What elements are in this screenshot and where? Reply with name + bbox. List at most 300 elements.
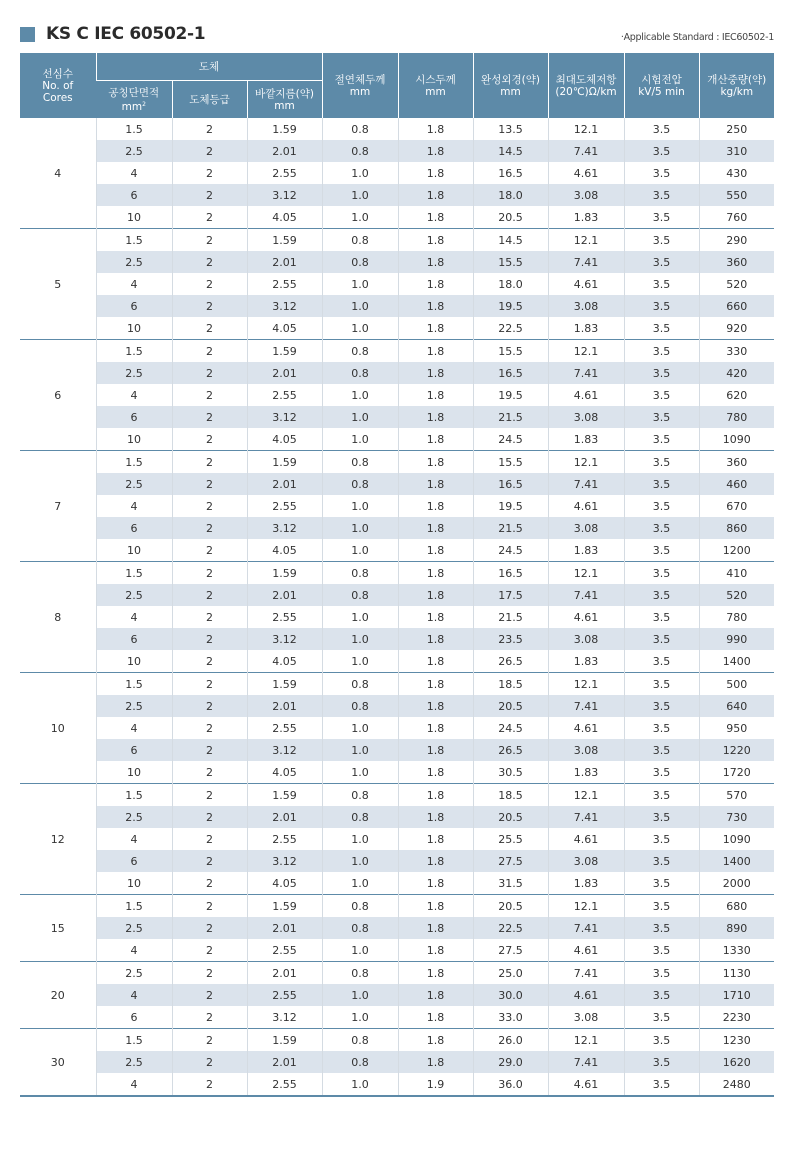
resistance-cell: 7.41 [548, 695, 624, 717]
conductor-class-cell: 2 [172, 317, 247, 340]
test-voltage-cell: 3.5 [624, 1051, 699, 1073]
table-row [20, 118, 774, 140]
test-voltage-cell: 3.5 [624, 118, 699, 140]
insulation-cell: 1.0 [322, 184, 398, 206]
outer-diameter-cell: 2.55 [247, 606, 322, 628]
overall-diameter-cell: 24.5 [473, 539, 548, 562]
test-voltage-cell: 3.5 [624, 539, 699, 562]
overall-diameter-cell: 14.5 [473, 140, 548, 162]
test-voltage-cell: 3.5 [624, 584, 699, 606]
weight-cell: 780 [699, 406, 774, 428]
table-row [20, 1029, 774, 1052]
conductor-class-cell: 2 [172, 784, 247, 807]
test-voltage-cell: 3.5 [624, 251, 699, 273]
table-row [20, 939, 774, 962]
outer-diameter-cell: 2.55 [247, 495, 322, 517]
test-voltage-cell: 3.5 [624, 1073, 699, 1096]
table-row [20, 362, 774, 384]
insulation-cell: 0.8 [322, 895, 398, 918]
resistance-cell: 3.08 [548, 628, 624, 650]
weight-cell: 920 [699, 317, 774, 340]
nominal-area-cell: 4 [96, 828, 172, 850]
outer-diameter-cell: 4.05 [247, 650, 322, 673]
resistance-cell: 1.83 [548, 428, 624, 451]
sheath-cell: 1.8 [398, 784, 473, 807]
table-row [20, 984, 774, 1006]
nominal-area-cell: 10 [96, 650, 172, 673]
header-od-kr: 바깥지름(약) [255, 87, 314, 100]
conductor-class-cell: 2 [172, 673, 247, 696]
weight-cell: 1090 [699, 428, 774, 451]
sheath-cell: 1.8 [398, 517, 473, 539]
header-cores-en2: Cores [42, 91, 73, 104]
sheath-cell: 1.8 [398, 650, 473, 673]
sheath-cell: 1.8 [398, 562, 473, 585]
outer-diameter-cell: 4.05 [247, 539, 322, 562]
weight-cell: 780 [699, 606, 774, 628]
header-voltage-kr: 시험전압 [641, 73, 682, 86]
table-row [20, 895, 774, 918]
resistance-cell: 12.1 [548, 562, 624, 585]
outer-diameter-cell: 3.12 [247, 517, 322, 539]
conductor-class-cell: 2 [172, 650, 247, 673]
overall-diameter-cell: 16.5 [473, 362, 548, 384]
resistance-cell: 7.41 [548, 1051, 624, 1073]
weight-cell: 640 [699, 695, 774, 717]
test-voltage-cell: 3.5 [624, 362, 699, 384]
test-voltage-cell: 3.5 [624, 140, 699, 162]
outer-diameter-cell: 2.55 [247, 984, 322, 1006]
conductor-class-cell: 2 [172, 206, 247, 229]
nominal-area-cell: 1.5 [96, 562, 172, 585]
weight-cell: 1200 [699, 539, 774, 562]
insulation-cell: 1.0 [322, 850, 398, 872]
header-cores [20, 53, 96, 118]
insulation-cell: 1.0 [322, 406, 398, 428]
conductor-class-cell: 2 [172, 495, 247, 517]
header-outer-diameter [247, 81, 322, 119]
conductor-class-cell: 2 [172, 872, 247, 895]
nominal-area-cell: 6 [96, 850, 172, 872]
sheath-cell: 1.8 [398, 828, 473, 850]
overall-diameter-cell: 18.5 [473, 784, 548, 807]
table-row [20, 806, 774, 828]
nominal-area-cell: 1.5 [96, 895, 172, 918]
weight-cell: 1090 [699, 828, 774, 850]
weight-cell: 890 [699, 917, 774, 939]
sheath-cell: 1.8 [398, 850, 473, 872]
outer-diameter-cell: 4.05 [247, 317, 322, 340]
test-voltage-cell: 3.5 [624, 384, 699, 406]
insulation-cell: 1.0 [322, 495, 398, 517]
resistance-cell: 12.1 [548, 784, 624, 807]
table-row [20, 295, 774, 317]
weight-cell: 360 [699, 251, 774, 273]
sheath-cell: 1.8 [398, 761, 473, 784]
insulation-cell: 1.0 [322, 1073, 398, 1096]
nominal-area-cell: 1.5 [96, 673, 172, 696]
insulation-cell: 0.8 [322, 118, 398, 140]
outer-diameter-cell: 1.59 [247, 340, 322, 363]
insulation-cell: 1.0 [322, 517, 398, 539]
cores-cell: 10 [20, 673, 96, 784]
nominal-area-cell: 2.5 [96, 473, 172, 495]
header-overall-unit: mm [500, 85, 521, 98]
weight-cell: 950 [699, 717, 774, 739]
outer-diameter-cell: 1.59 [247, 895, 322, 918]
weight-cell: 620 [699, 384, 774, 406]
nominal-area-cell: 10 [96, 428, 172, 451]
resistance-cell: 1.83 [548, 317, 624, 340]
overall-diameter-cell: 18.0 [473, 273, 548, 295]
header-area-sup: 2 [142, 100, 146, 108]
table-row [20, 184, 774, 206]
insulation-cell: 1.0 [322, 295, 398, 317]
table-row [20, 495, 774, 517]
insulation-cell: 1.0 [322, 984, 398, 1006]
outer-diameter-cell: 4.05 [247, 206, 322, 229]
table-row [20, 828, 774, 850]
nominal-area-cell: 4 [96, 495, 172, 517]
table-row [20, 384, 774, 406]
nominal-area-cell: 2.5 [96, 806, 172, 828]
conductor-class-cell: 2 [172, 362, 247, 384]
table-row [20, 451, 774, 474]
nominal-area-cell: 10 [96, 872, 172, 895]
outer-diameter-cell: 2.01 [247, 806, 322, 828]
table-row [20, 251, 774, 273]
outer-diameter-cell: 3.12 [247, 184, 322, 206]
conductor-class-cell: 2 [172, 428, 247, 451]
test-voltage-cell: 3.5 [624, 295, 699, 317]
sheath-cell: 1.8 [398, 428, 473, 451]
outer-diameter-cell: 3.12 [247, 406, 322, 428]
table-row [20, 872, 774, 895]
outer-diameter-cell: 2.01 [247, 962, 322, 985]
conductor-class-cell: 2 [172, 606, 247, 628]
weight-cell: 760 [699, 206, 774, 229]
header-test-voltage [624, 53, 699, 118]
test-voltage-cell: 3.5 [624, 229, 699, 252]
test-voltage-cell: 3.5 [624, 1006, 699, 1029]
header-voltage-unit: kV/5 min [638, 85, 685, 98]
weight-cell: 520 [699, 273, 774, 295]
test-voltage-cell: 3.5 [624, 806, 699, 828]
weight-cell: 360 [699, 451, 774, 474]
conductor-class-cell: 2 [172, 739, 247, 761]
outer-diameter-cell: 3.12 [247, 1006, 322, 1029]
resistance-cell: 1.83 [548, 206, 624, 229]
nominal-area-cell: 4 [96, 384, 172, 406]
outer-diameter-cell: 4.05 [247, 428, 322, 451]
table-row [20, 673, 774, 696]
header-area-kr: 공칭단면적 [108, 86, 160, 99]
outer-diameter-cell: 1.59 [247, 562, 322, 585]
sheath-cell: 1.8 [398, 895, 473, 918]
overall-diameter-cell: 16.5 [473, 162, 548, 184]
nominal-area-cell: 2.5 [96, 917, 172, 939]
insulation-cell: 1.0 [322, 761, 398, 784]
weight-cell: 520 [699, 584, 774, 606]
insulation-cell: 0.8 [322, 451, 398, 474]
test-voltage-cell: 3.5 [624, 984, 699, 1006]
insulation-cell: 0.8 [322, 140, 398, 162]
test-voltage-cell: 3.5 [624, 784, 699, 807]
nominal-area-cell: 10 [96, 539, 172, 562]
test-voltage-cell: 3.5 [624, 340, 699, 363]
insulation-cell: 0.8 [322, 784, 398, 807]
resistance-cell: 1.83 [548, 539, 624, 562]
applicable-standard: ·Applicable Standard : IEC60502-1 [620, 32, 774, 43]
weight-cell: 670 [699, 495, 774, 517]
table-row [20, 606, 774, 628]
sheath-cell: 1.8 [398, 273, 473, 295]
resistance-cell: 3.08 [548, 517, 624, 539]
cores-cell: 30 [20, 1029, 96, 1097]
cores-cell: 7 [20, 451, 96, 562]
insulation-cell: 1.0 [322, 650, 398, 673]
header-sheath [398, 53, 473, 118]
header-sheath-kr: 시스두께 [415, 73, 456, 86]
nominal-area-cell: 1.5 [96, 340, 172, 363]
outer-diameter-cell: 2.01 [247, 140, 322, 162]
resistance-cell: 7.41 [548, 806, 624, 828]
conductor-class-cell: 2 [172, 584, 247, 606]
header-weight-unit: kg/km [720, 85, 754, 98]
sheath-cell: 1.8 [398, 1051, 473, 1073]
nominal-area-cell: 4 [96, 606, 172, 628]
overall-diameter-cell: 19.5 [473, 495, 548, 517]
overall-diameter-cell: 13.5 [473, 118, 548, 140]
test-voltage-cell: 3.5 [624, 184, 699, 206]
test-voltage-cell: 3.5 [624, 473, 699, 495]
sheath-cell: 1.8 [398, 584, 473, 606]
resistance-cell: 3.08 [548, 406, 624, 428]
resistance-cell: 1.83 [548, 650, 624, 673]
weight-cell: 1130 [699, 962, 774, 985]
table-row [20, 317, 774, 340]
nominal-area-cell: 6 [96, 406, 172, 428]
weight-cell: 330 [699, 340, 774, 363]
insulation-cell: 0.8 [322, 962, 398, 985]
resistance-cell: 4.61 [548, 717, 624, 739]
resistance-cell: 1.83 [548, 872, 624, 895]
sheath-cell: 1.8 [398, 118, 473, 140]
test-voltage-cell: 3.5 [624, 850, 699, 872]
nominal-area-cell: 4 [96, 984, 172, 1006]
conductor-class-cell: 2 [172, 850, 247, 872]
header-nominal-area [96, 81, 172, 119]
overall-diameter-cell: 26.0 [473, 1029, 548, 1052]
insulation-cell: 1.0 [322, 1006, 398, 1029]
cores-cell: 8 [20, 562, 96, 673]
insulation-cell: 0.8 [322, 562, 398, 585]
resistance-cell: 1.83 [548, 761, 624, 784]
outer-diameter-cell: 2.55 [247, 1073, 322, 1096]
table-row [20, 1006, 774, 1029]
overall-diameter-cell: 22.5 [473, 917, 548, 939]
insulation-cell: 1.0 [322, 206, 398, 229]
table-row [20, 695, 774, 717]
conductor-class-cell: 2 [172, 251, 247, 273]
test-voltage-cell: 3.5 [624, 406, 699, 428]
sheath-cell: 1.8 [398, 295, 473, 317]
overall-diameter-cell: 21.5 [473, 606, 548, 628]
table-row [20, 1073, 774, 1096]
weight-cell: 860 [699, 517, 774, 539]
nominal-area-cell: 1.5 [96, 229, 172, 252]
nominal-area-cell: 1.5 [96, 784, 172, 807]
resistance-cell: 3.08 [548, 739, 624, 761]
nominal-area-cell: 6 [96, 184, 172, 206]
weight-cell: 990 [699, 628, 774, 650]
table-row [20, 428, 774, 451]
outer-diameter-cell: 2.55 [247, 273, 322, 295]
resistance-cell: 4.61 [548, 606, 624, 628]
test-voltage-cell: 3.5 [624, 895, 699, 918]
outer-diameter-cell: 2.01 [247, 584, 322, 606]
sheath-cell: 1.8 [398, 317, 473, 340]
nominal-area-cell: 4 [96, 717, 172, 739]
sheath-cell: 1.8 [398, 229, 473, 252]
table-row [20, 473, 774, 495]
sheath-cell: 1.8 [398, 673, 473, 696]
insulation-cell: 1.0 [322, 739, 398, 761]
weight-cell: 570 [699, 784, 774, 807]
nominal-area-cell: 4 [96, 273, 172, 295]
overall-diameter-cell: 24.5 [473, 717, 548, 739]
resistance-cell: 7.41 [548, 962, 624, 985]
test-voltage-cell: 3.5 [624, 428, 699, 451]
sheath-cell: 1.8 [398, 140, 473, 162]
outer-diameter-cell: 3.12 [247, 628, 322, 650]
insulation-cell: 1.0 [322, 872, 398, 895]
conductor-class-cell: 2 [172, 761, 247, 784]
weight-cell: 1720 [699, 761, 774, 784]
resistance-cell: 7.41 [548, 584, 624, 606]
nominal-area-cell: 6 [96, 517, 172, 539]
table-row [20, 340, 774, 363]
test-voltage-cell: 3.5 [624, 273, 699, 295]
nominal-area-cell: 2.5 [96, 962, 172, 985]
overall-diameter-cell: 21.5 [473, 517, 548, 539]
insulation-cell: 0.8 [322, 340, 398, 363]
overall-diameter-cell: 19.5 [473, 384, 548, 406]
overall-diameter-cell: 25.0 [473, 962, 548, 985]
header-cores-kr: 선심수 [42, 67, 73, 80]
table-row [20, 784, 774, 807]
outer-diameter-cell: 2.01 [247, 473, 322, 495]
resistance-cell: 12.1 [548, 895, 624, 918]
sheath-cell: 1.8 [398, 717, 473, 739]
nominal-area-cell: 1.5 [96, 118, 172, 140]
table-row [20, 650, 774, 673]
table-row [20, 850, 774, 872]
weight-cell: 430 [699, 162, 774, 184]
conductor-class-cell: 2 [172, 695, 247, 717]
conductor-class-cell: 2 [172, 806, 247, 828]
resistance-cell: 3.08 [548, 1006, 624, 1029]
nominal-area-cell: 1.5 [96, 451, 172, 474]
outer-diameter-cell: 1.59 [247, 451, 322, 474]
outer-diameter-cell: 4.05 [247, 761, 322, 784]
overall-diameter-cell: 15.5 [473, 251, 548, 273]
conductor-class-cell: 2 [172, 1029, 247, 1052]
resistance-cell: 4.61 [548, 939, 624, 962]
resistance-cell: 4.61 [548, 273, 624, 295]
test-voltage-cell: 3.5 [624, 695, 699, 717]
outer-diameter-cell: 1.59 [247, 229, 322, 252]
weight-cell: 1220 [699, 739, 774, 761]
conductor-class-cell: 2 [172, 118, 247, 140]
resistance-cell: 4.61 [548, 162, 624, 184]
test-voltage-cell: 3.5 [624, 562, 699, 585]
test-voltage-cell: 3.5 [624, 717, 699, 739]
conductor-class-cell: 2 [172, 717, 247, 739]
resistance-cell: 7.41 [548, 917, 624, 939]
overall-diameter-cell: 19.5 [473, 295, 548, 317]
resistance-cell: 12.1 [548, 451, 624, 474]
outer-diameter-cell: 2.55 [247, 162, 322, 184]
insulation-cell: 1.0 [322, 428, 398, 451]
outer-diameter-cell: 1.59 [247, 118, 322, 140]
nominal-area-cell: 1.5 [96, 1029, 172, 1052]
header-weight [699, 53, 774, 118]
header-resistance-kr: 최대도체저항 [555, 73, 617, 86]
weight-cell: 1710 [699, 984, 774, 1006]
overall-diameter-cell: 30.5 [473, 761, 548, 784]
outer-diameter-cell: 3.12 [247, 850, 322, 872]
weight-cell: 290 [699, 229, 774, 252]
weight-cell: 500 [699, 673, 774, 696]
title-marker [20, 27, 35, 42]
table-row [20, 739, 774, 761]
cores-cell: 6 [20, 340, 96, 451]
overall-diameter-cell: 20.5 [473, 206, 548, 229]
overall-diameter-cell: 22.5 [473, 317, 548, 340]
weight-cell: 730 [699, 806, 774, 828]
nominal-area-cell: 4 [96, 162, 172, 184]
insulation-cell: 0.8 [322, 229, 398, 252]
table-row [20, 162, 774, 184]
table-body [20, 118, 774, 1096]
table-row [20, 539, 774, 562]
insulation-cell: 0.8 [322, 362, 398, 384]
resistance-cell: 12.1 [548, 118, 624, 140]
header-overall-kr: 완성외경(약) [481, 73, 540, 86]
header-od-unit: mm [274, 99, 295, 112]
test-voltage-cell: 3.5 [624, 606, 699, 628]
resistance-cell: 3.08 [548, 184, 624, 206]
sheath-cell: 1.8 [398, 939, 473, 962]
weight-cell: 250 [699, 118, 774, 140]
conductor-class-cell: 2 [172, 895, 247, 918]
header-insulation-kr: 절연체두께 [334, 73, 386, 86]
table-row [20, 628, 774, 650]
sheath-cell: 1.9 [398, 1073, 473, 1096]
insulation-cell: 0.8 [322, 673, 398, 696]
insulation-cell: 0.8 [322, 473, 398, 495]
table-row [20, 562, 774, 585]
conductor-class-cell: 2 [172, 628, 247, 650]
overall-diameter-cell: 27.5 [473, 850, 548, 872]
conductor-class-cell: 2 [172, 962, 247, 985]
nominal-area-cell: 6 [96, 1006, 172, 1029]
cores-cell: 4 [20, 118, 96, 229]
weight-cell: 2000 [699, 872, 774, 895]
page-title: KS C IEC 60502-1 [46, 24, 206, 44]
table-row [20, 229, 774, 252]
